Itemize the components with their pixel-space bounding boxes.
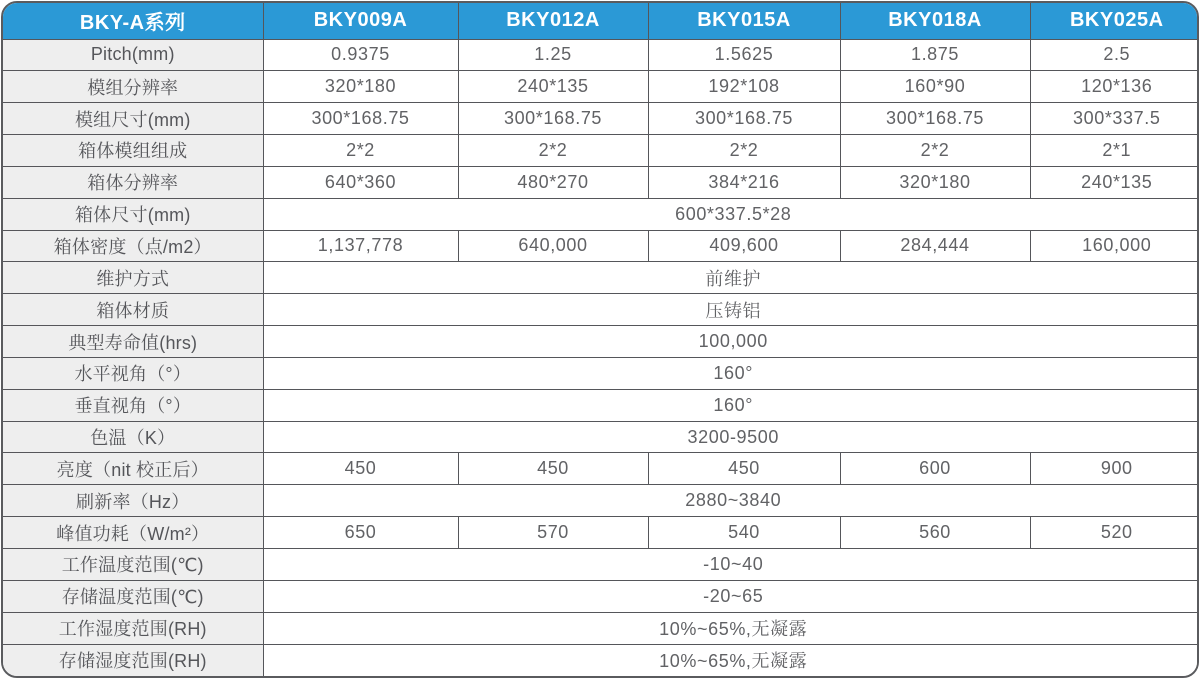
row-label: 箱体材质 (3, 294, 263, 326)
value-cell: 450 (263, 453, 458, 485)
span-value-cell: 10%~65%,无凝露 (263, 644, 1199, 676)
value-cell: 900 (1030, 453, 1199, 485)
table-row-color-temperature (3, 421, 1199, 453)
row-label: 峰值功耗（W/m²） (3, 517, 263, 549)
value-cell: 300*168.75 (458, 103, 648, 135)
page (0, 1, 1200, 680)
span-value-cell: 压铸铝 (263, 294, 1199, 326)
row-label: 维护方式 (3, 262, 263, 294)
span-value-cell: 600*337.5*28 (263, 198, 1199, 230)
table-row-lifetime (3, 326, 1199, 358)
model-header-cell: BKY015A (648, 3, 840, 39)
row-label: 刷新率（Hz） (3, 485, 263, 517)
row-label: 工作湿度范围(RH) (3, 612, 263, 644)
spec-table (3, 3, 1199, 676)
table-row-cabinet-module-layout (3, 135, 1199, 167)
table-row-operating-temperature (3, 549, 1199, 581)
value-cell: 650 (263, 517, 458, 549)
value-cell: 0.9375 (263, 39, 458, 71)
span-value-cell: 前维护 (263, 262, 1199, 294)
row-label: 箱体尺寸(mm) (3, 198, 263, 230)
row-label: 典型寿命值(hrs) (3, 326, 263, 358)
value-cell: 240*135 (1030, 166, 1199, 198)
value-cell: 300*168.75 (263, 103, 458, 135)
row-label: 垂直视角（°） (3, 389, 263, 421)
table-row-peak-power (3, 517, 1199, 549)
table-row-storage-temperature (3, 580, 1199, 612)
value-cell: 2*2 (458, 135, 648, 167)
value-cell: 450 (458, 453, 648, 485)
span-value-cell: 160° (263, 357, 1199, 389)
table-row-cabinet-resolution (3, 166, 1199, 198)
row-label: 箱体分辨率 (3, 166, 263, 198)
model-header-cell: BKY025A (1030, 3, 1199, 39)
model-header-cell: BKY009A (263, 3, 458, 39)
value-cell: 2*2 (840, 135, 1030, 167)
value-cell: 384*216 (648, 166, 840, 198)
header-row (3, 3, 1199, 39)
value-cell: 540 (648, 517, 840, 549)
value-cell: 640*360 (263, 166, 458, 198)
value-cell: 409,600 (648, 230, 840, 262)
table-row-refresh-rate (3, 485, 1199, 517)
value-cell: 2*1 (1030, 135, 1199, 167)
span-value-cell: 2880~3840 (263, 485, 1199, 517)
value-cell: 2.5 (1030, 39, 1199, 71)
row-label: 工作温度范围(℃) (3, 549, 263, 581)
row-label: 箱体模组组成 (3, 135, 263, 167)
table-row-module-resolution (3, 71, 1199, 103)
spec-table-container (1, 1, 1199, 678)
value-cell: 240*135 (458, 71, 648, 103)
value-cell: 320*180 (840, 166, 1030, 198)
table-row-cabinet-material (3, 294, 1199, 326)
value-cell: 570 (458, 517, 648, 549)
table-row-module-size (3, 103, 1199, 135)
value-cell: 1.5625 (648, 39, 840, 71)
value-cell: 300*168.75 (648, 103, 840, 135)
value-cell: 192*108 (648, 71, 840, 103)
span-value-cell: 3200-9500 (263, 421, 1199, 453)
value-cell: 160,000 (1030, 230, 1199, 262)
model-header-cell: BKY018A (840, 3, 1030, 39)
table-row-maintenance (3, 262, 1199, 294)
table-row-vertical-viewing-angle (3, 389, 1199, 421)
row-label: 存储湿度范围(RH) (3, 644, 263, 676)
value-cell: 300*168.75 (840, 103, 1030, 135)
value-cell: 1.875 (840, 39, 1030, 71)
row-label: 存储温度范围(℃) (3, 580, 263, 612)
span-value-cell: 100,000 (263, 326, 1199, 358)
table-row-cabinet-density (3, 230, 1199, 262)
value-cell: 560 (840, 517, 1030, 549)
span-value-cell: -10~40 (263, 549, 1199, 581)
row-label: 色温（K） (3, 421, 263, 453)
table-row-pitch (3, 39, 1199, 71)
value-cell: 120*136 (1030, 71, 1199, 103)
value-cell: 480*270 (458, 166, 648, 198)
span-value-cell: 10%~65%,无凝露 (263, 612, 1199, 644)
value-cell: 300*337.5 (1030, 103, 1199, 135)
value-cell: 520 (1030, 517, 1199, 549)
table-row-horizontal-viewing-angle (3, 357, 1199, 389)
value-cell: 2*2 (263, 135, 458, 167)
table-row-storage-humidity (3, 644, 1199, 676)
value-cell: 320*180 (263, 71, 458, 103)
value-cell: 1.25 (458, 39, 648, 71)
row-label: 水平视角（°） (3, 357, 263, 389)
value-cell: 2*2 (648, 135, 840, 167)
row-label: 模组分辨率 (3, 71, 263, 103)
row-label: 箱体密度（点/m2） (3, 230, 263, 262)
row-label: 模组尺寸(mm) (3, 103, 263, 135)
value-cell: 160*90 (840, 71, 1030, 103)
span-value-cell: -20~65 (263, 580, 1199, 612)
value-cell: 600 (840, 453, 1030, 485)
model-header-cell: BKY012A (458, 3, 648, 39)
row-label: 亮度（nit 校正后） (3, 453, 263, 485)
span-value-cell: 160° (263, 389, 1199, 421)
value-cell: 640,000 (458, 230, 648, 262)
value-cell: 450 (648, 453, 840, 485)
row-label: Pitch(mm) (3, 39, 263, 71)
value-cell: 284,444 (840, 230, 1030, 262)
value-cell: 1,137,778 (263, 230, 458, 262)
table-row-cabinet-size (3, 198, 1199, 230)
series-header-cell: BKY-A系列 (3, 3, 263, 39)
table-row-operating-humidity (3, 612, 1199, 644)
table-row-brightness (3, 453, 1199, 485)
